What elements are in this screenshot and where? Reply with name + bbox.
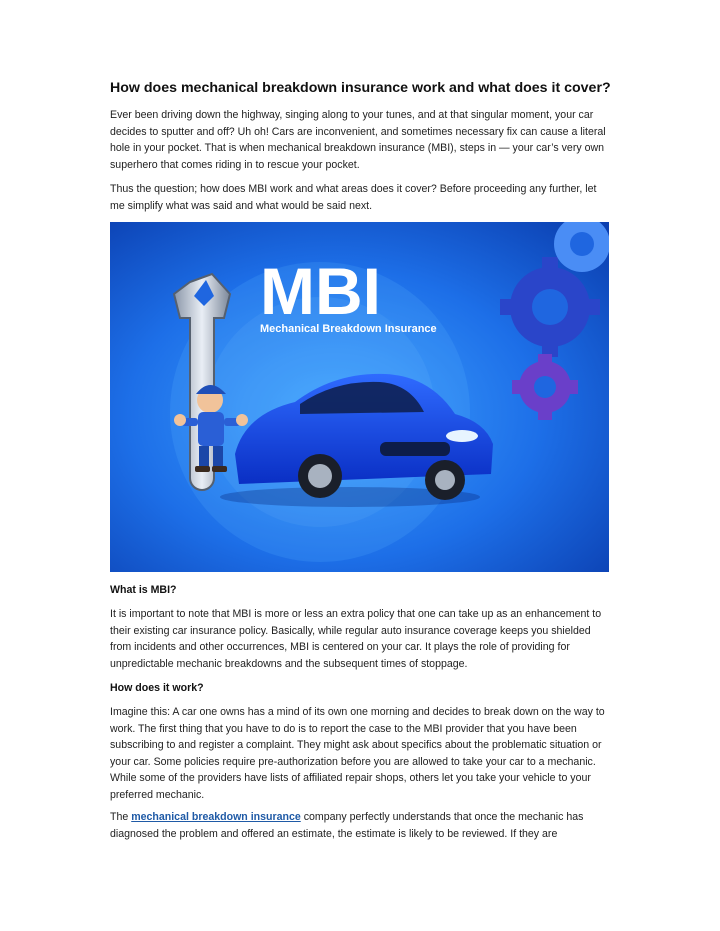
mechanical-breakdown-insurance-link[interactable]: mechanical breakdown insurance [131, 811, 301, 823]
intro-paragraph-1: Ever been driving down the highway, singing along to your tunes, and at that singular moment, your car decides to sputter and off? Uh oh! Cars are inconvenient, and sometimes necessary fix can cause a literal hole in your pocket. That is when mechanical breakdown insurance (MBI), steps in — your car’s very own superhero that comes riding in to rescue your pocket. [110, 109, 606, 171]
hero-subtitle: Mechanical Breakdown Insurance [260, 323, 437, 335]
heading-how-does-it-work: How does it work? [110, 682, 204, 694]
final-paragraph: The mechanical breakdown insurance company perfectly understands that once the mechanic has diagnosed the problem and offered an estimate, the estimate is likely to be reviewed. If they are [110, 811, 584, 840]
hero-banner-image [110, 222, 609, 572]
article-title: How does mechanical breakdown insurance work and what does it cover? [110, 80, 611, 96]
hero-headline: MBI [260, 254, 381, 328]
how-it-works-paragraph: Imagine this: A car one owns has a mind of its own one morning and decides to break down on the way to work. The first thing that you have to do is to report the case to the MBI provider that you have been subscribing to and register a complaint. They might ask about specifics about the problematic situation or your car. Some policies require pre-authorization before you are allowed to take your car to a mechanic. While some of the providers have lists of affiliated repair shops, others let you take your vehicle to your preferred mechanic. [110, 706, 605, 801]
heading-what-is-mbi: What is MBI? [110, 584, 177, 596]
what-is-mbi-paragraph: It is important to note that MBI is more or less an extra policy that one can take up as an enhancement to their existing car insurance policy. Basically, while regular auto insurance coverage keeps you shielded from incidents and other occurrences, MBI is centered on your car. It plays the role of providing for unpredictable mechanic breakdowns and the subsequent times of stoppage. [110, 608, 602, 670]
intro-paragraph-2: Thus the question; how does MBI work and what areas does it cover? Before proceeding any further, let me simplify what was said and what would be said next. [110, 183, 597, 212]
